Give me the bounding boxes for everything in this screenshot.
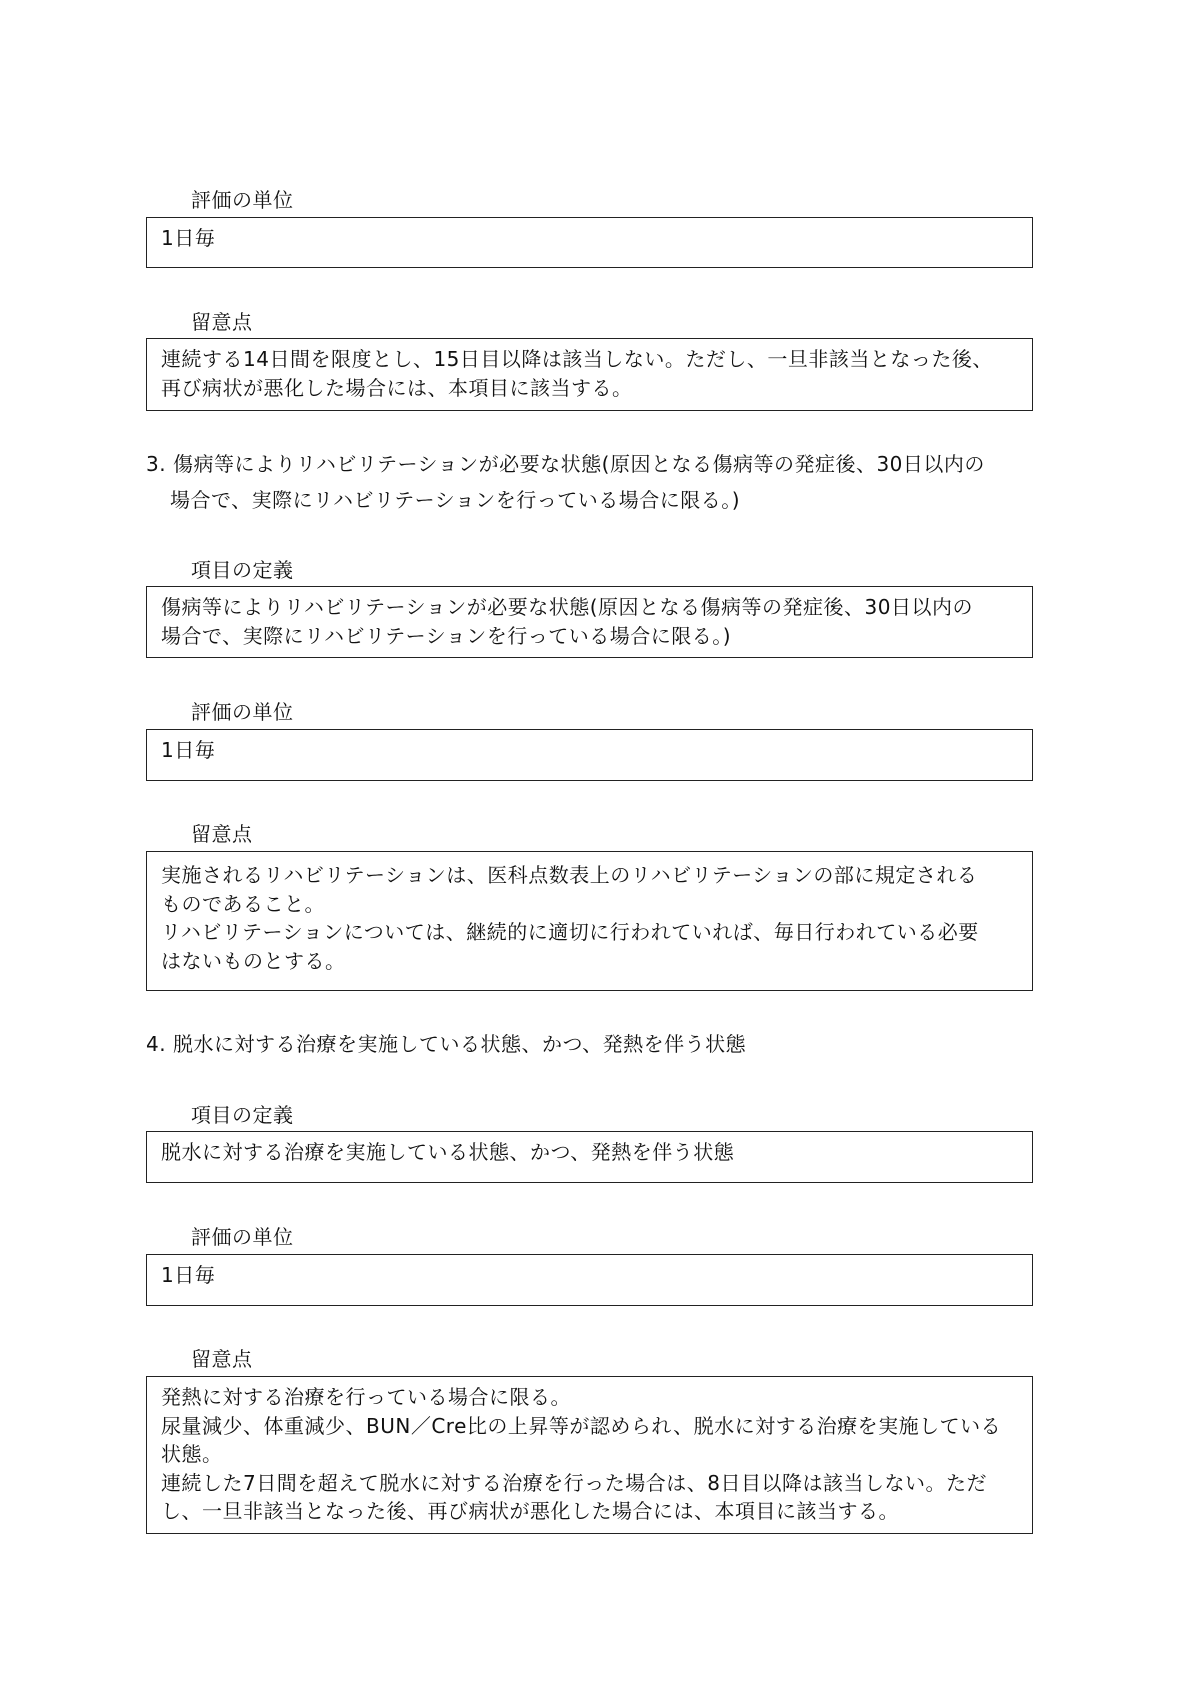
sec4-notes-line: 状態。: [161, 1442, 223, 1466]
sec2-notes-line: 連続する14日間を限度とし、15日目以降は該当しない。ただし、一旦非該当となった後、: [161, 347, 993, 371]
sec4-heading: [146, 1026, 1046, 1062]
sec3-heading: [146, 446, 1046, 518]
sec4-notes-box: [146, 1376, 1033, 1534]
sec4-unit-box: [146, 1254, 1033, 1306]
sec3-unit-value: 1日毎: [161, 738, 216, 762]
sec4-notes-line: 尿量減少、体重減少、BUN／Cre比の上昇等が認められ、脱水に対する治療を実施している: [161, 1413, 1002, 1438]
sec2-unit-value: 1日毎: [161, 226, 216, 250]
sec4-notes-label: 留意点: [191, 1347, 253, 1371]
sec2-notes-label: 留意点: [191, 310, 253, 334]
sec4-notes-line: し、一旦非該当となった後、再び病状が悪化した場合には、本項目に該当する。: [161, 1499, 899, 1523]
sec3-definition-line: 場合で、実際にリハビリテーションを行っている場合に限る。): [161, 623, 732, 648]
sec3-notes-line: 実施されるリハビリテーションは、医科点数表上のリハビリテーションの部に規定される: [161, 863, 978, 887]
sec4-notes-line: 連続した7日間を超えて脱水に対する治療を行った場合は、8日目以降は該当しない。ただ: [161, 1470, 987, 1495]
sec3-definition-box: [146, 586, 1033, 658]
sec4-heading-line: 4. 脱水に対する治療を実施している状態、かつ、発熱を伴う状態: [146, 1032, 747, 1056]
sec3-heading-line: 3. 傷病等によりリハビリテーションが必要な状態(原因となる傷病等の発症後、30日以内の: [146, 452, 985, 476]
sec4-definition-box: [146, 1131, 1033, 1183]
sec3-definition-line: 傷病等によりリハビリテーションが必要な状態(原因となる傷病等の発症後、30日以内の: [161, 595, 973, 619]
sec3-heading-line: 場合で、実際にリハビリテーションを行っている場合に限る。): [170, 488, 741, 512]
sec3-notes-line: はないものとする。: [161, 948, 346, 973]
sec4-notes-line: 発熱に対する治療を行っている場合に限る。: [161, 1385, 571, 1409]
sec4-definition-label: 項目の定義: [191, 1103, 294, 1127]
sec3-notes-line: リハビリテーションについては、継続的に適切に行われていれば、毎日行われている必要: [161, 920, 979, 944]
sec3-unit-box: [146, 729, 1033, 781]
sec2-unit-box: [146, 217, 1033, 268]
sec2-notes-line: 再び病状が悪化した場合には、本項目に該当する。: [161, 375, 633, 400]
sec2-unit-label: 評価の単位: [191, 188, 294, 212]
sec3-notes-label: 留意点: [191, 822, 253, 846]
sec2-notes-box: [146, 338, 1033, 411]
sec4-definition-text: 脱水に対する治療を実施している状態、かつ、発熱を伴う状態: [161, 1140, 735, 1164]
sec4-unit-value: 1日毎: [161, 1263, 216, 1287]
sec4-unit-label: 評価の単位: [191, 1225, 294, 1249]
sec3-definition-label: 項目の定義: [191, 558, 294, 582]
sec3-notes-line: ものであること。: [161, 891, 325, 916]
sec3-unit-label: 評価の単位: [191, 700, 294, 724]
sec3-notes-box: [146, 851, 1033, 991]
